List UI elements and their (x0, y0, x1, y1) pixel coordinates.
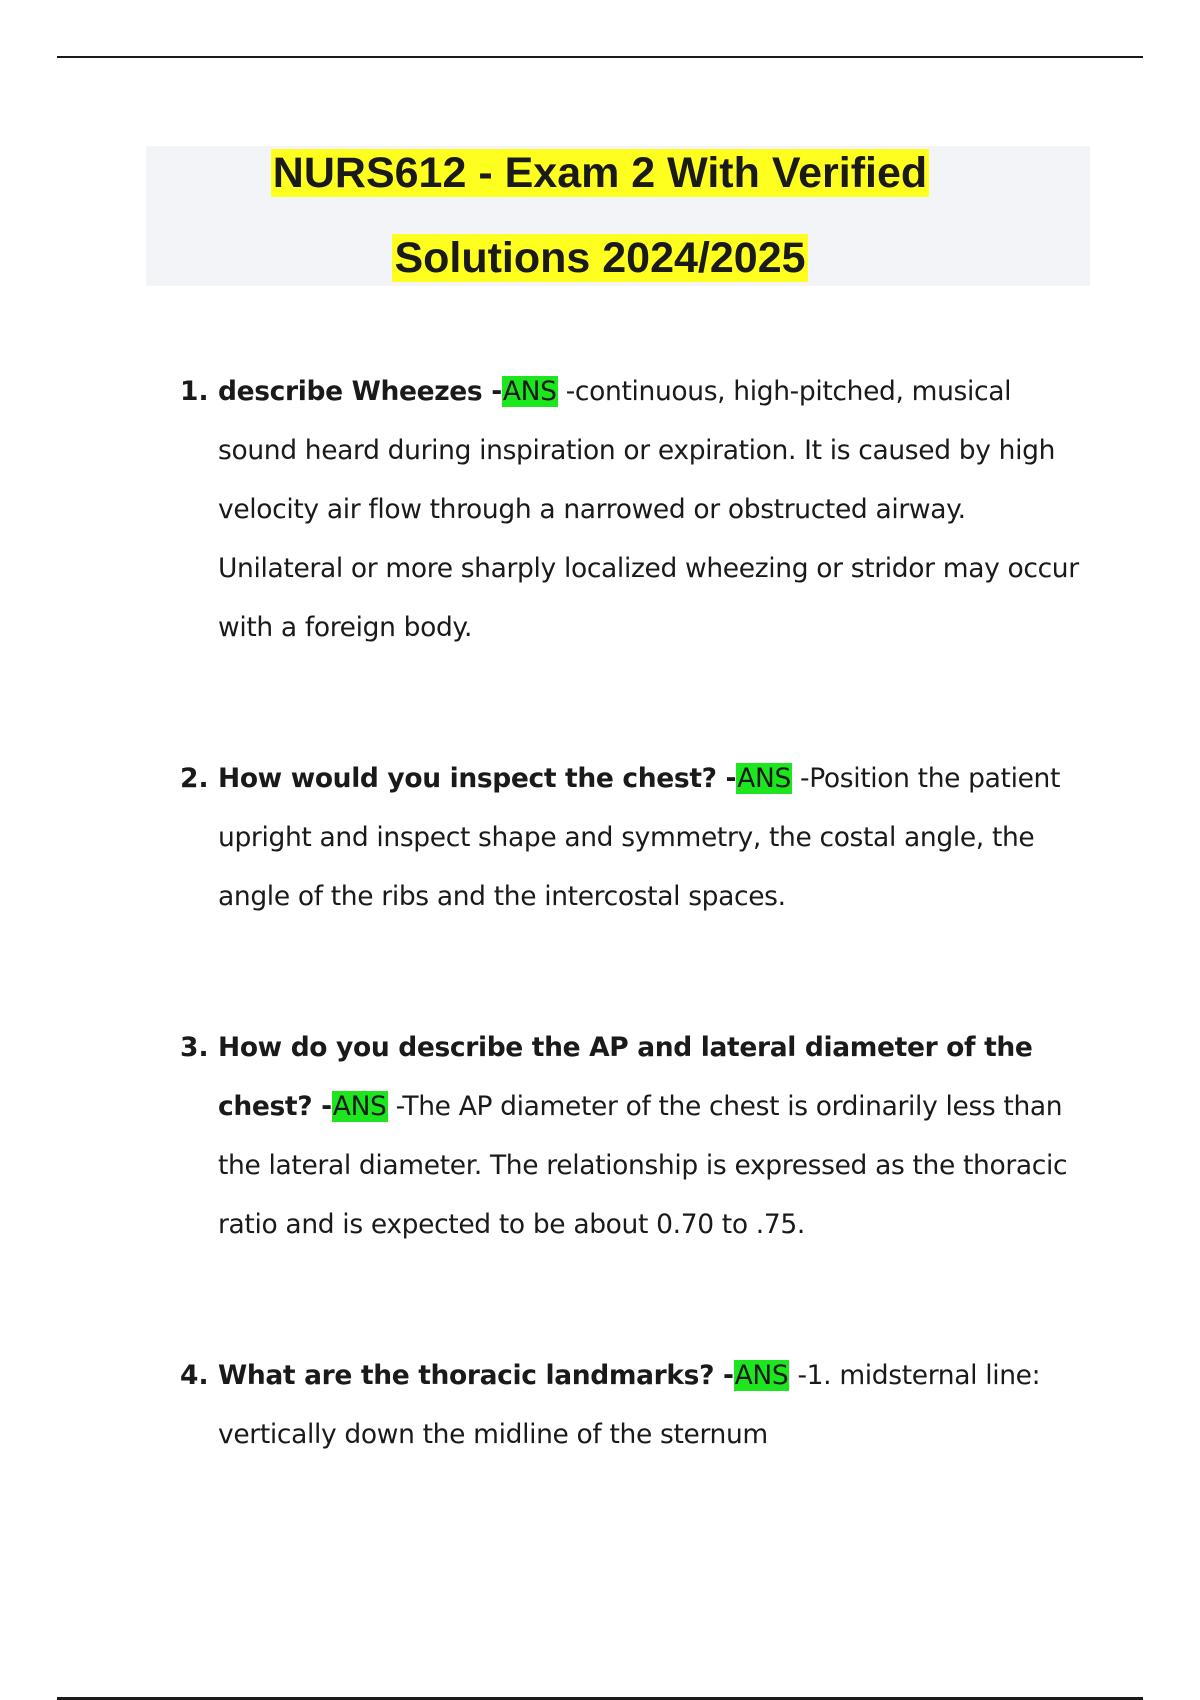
question-text: How would you inspect the chest? - (218, 763, 737, 794)
title-highlight: NURS612 - Exam 2 With Verified (272, 149, 928, 197)
question-item (180, 1018, 1085, 1254)
question-number: 4. (180, 1360, 209, 1391)
question-item (180, 1346, 1085, 1464)
top-rule (57, 56, 1143, 58)
question-item (180, 362, 1085, 657)
question-number: 3. (180, 1032, 209, 1063)
ans-highlight: ANS (332, 1091, 387, 1122)
document-title-line-1 (0, 147, 1200, 199)
answer-text: -The AP diameter of the chest is ordinarily less than the lateral diameter. The relationship is expressed as the thoracic ratio and is expected to be about 0.70 to .75. (218, 1091, 1068, 1240)
question-body (218, 749, 1085, 926)
document-title-line-2 (0, 232, 1200, 284)
question-body (218, 1346, 1085, 1464)
question-text: How do you describe the AP and lateral diameter of the chest? - (218, 1032, 1033, 1122)
question-text: What are the thoracic landmarks? - (218, 1360, 734, 1391)
answer-text: -1. midsternal line: vertically down the midline of the sternum (218, 1360, 1041, 1450)
answer-text: -Position the patient upright and inspect shape and symmetry, the costal angle, the angle of the ribs and the intercostal spaces. (218, 763, 1061, 912)
question-body (218, 1018, 1085, 1254)
question-number: 2. (180, 763, 209, 794)
question-item (180, 749, 1085, 926)
ans-highlight: ANS (734, 1360, 789, 1391)
ans-highlight: ANS (737, 763, 791, 794)
question-body (218, 362, 1085, 657)
title-highlight: Solutions 2024/2025 (394, 234, 806, 282)
ans-highlight: ANS (502, 376, 557, 407)
answer-text: -continuous, high-pitched, musical sound heard during inspiration or expiration. It is caused by high velocity air flow through a narrowed or obstructed airway. Unilateral or more sharply localized wheezing or stridor may occur with a foreign body. (218, 376, 1079, 643)
question-number: 1. (180, 376, 209, 407)
question-text: describe Wheezes - (218, 376, 502, 407)
